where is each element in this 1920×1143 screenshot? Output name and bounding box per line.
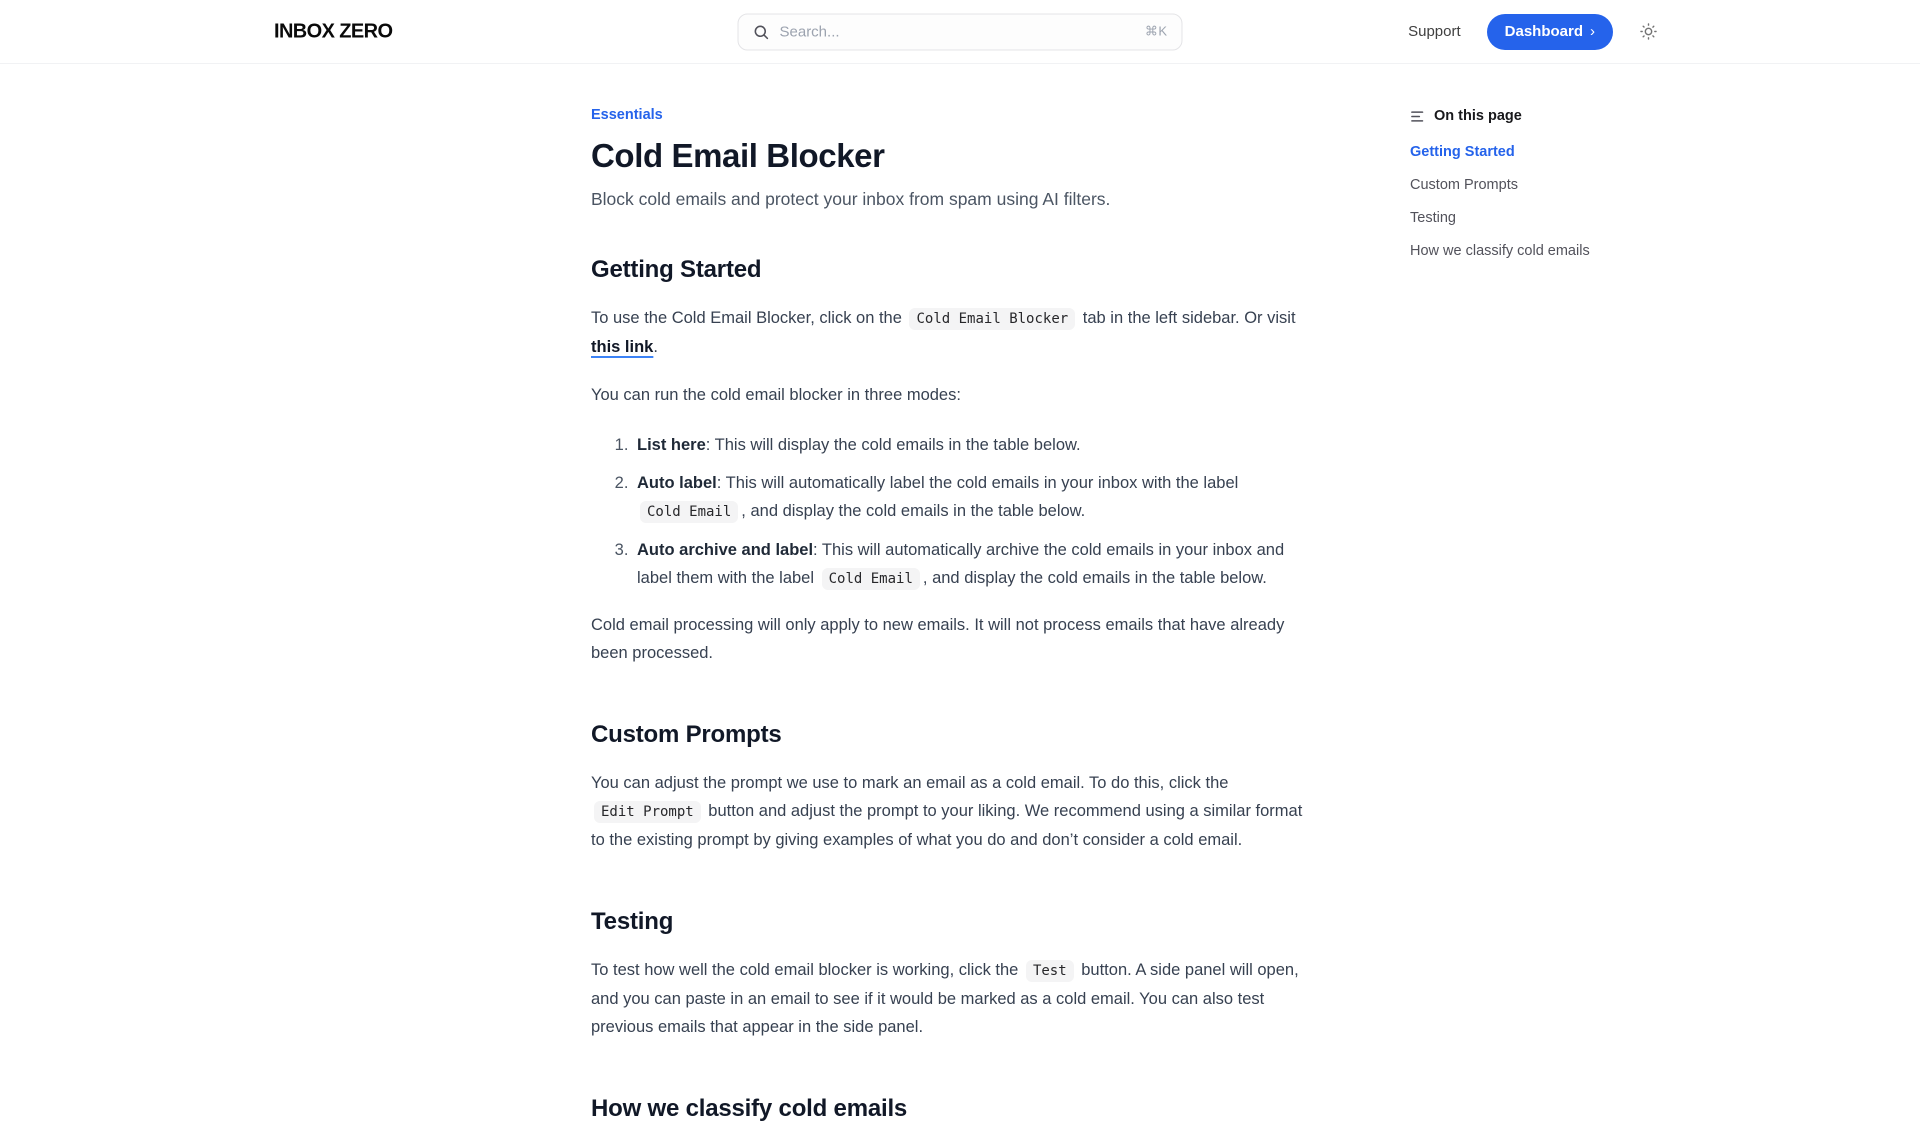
text-segment: To test how well the cold email blocker is working, click the bbox=[591, 961, 1023, 979]
inline-link[interactable]: this link bbox=[591, 338, 654, 356]
breadcrumb-essentials-link[interactable]: Essentials bbox=[591, 107, 663, 123]
top-nav bbox=[0, 0, 1920, 64]
paragraph bbox=[591, 769, 1317, 854]
logo[interactable]: INBOX ZERO bbox=[274, 20, 393, 42]
align-left-icon bbox=[1410, 109, 1425, 124]
toc-item-testing[interactable]: Testing bbox=[1410, 210, 1456, 226]
heading-testing: Testing bbox=[591, 908, 674, 935]
text-segment: , and display the cold emails in the table below. bbox=[922, 569, 1267, 587]
text-segment: . bbox=[653, 338, 658, 356]
toc-item-getting-started[interactable]: Getting Started bbox=[1410, 144, 1515, 160]
support-link[interactable]: Support bbox=[1408, 23, 1461, 40]
list-item bbox=[633, 469, 1317, 526]
paragraph: Cold email processing will only apply to new emails. It will not process emails that have already been processed. bbox=[591, 616, 1285, 662]
inline-code: Cold Email Blocker bbox=[909, 308, 1075, 330]
text-segment: Auto label bbox=[637, 474, 717, 492]
text-segment: List here bbox=[637, 436, 706, 454]
search-shortcut-kbd: ⌘K bbox=[1144, 23, 1168, 39]
toc-heading-label: On this page bbox=[1434, 108, 1522, 124]
dashboard-button-label: Dashboard bbox=[1504, 23, 1583, 40]
text-segment: button and adjust the prompt to your liking. We recommend using a similar format to the existing prompt by giving examples of what you do and don’t consider a cold email. bbox=[591, 802, 1303, 849]
heading-getting-started: Getting Started bbox=[591, 256, 762, 283]
heading-classify: How we classify cold emails bbox=[591, 1095, 908, 1122]
text-segment: button. A side panel will open, and you can paste in an email to see if it would be marked as a cold email. You can also test previous emails that appear in the side panel. bbox=[591, 961, 1299, 1036]
inline-code: Edit Prompt bbox=[594, 801, 701, 823]
chevron-right-icon: › bbox=[1590, 22, 1595, 40]
list-item bbox=[633, 536, 1317, 593]
article bbox=[591, 64, 1317, 1143]
section-getting-started bbox=[591, 256, 1317, 667]
modes-list bbox=[591, 431, 1317, 593]
sun-icon bbox=[1639, 22, 1658, 41]
theme-toggle[interactable] bbox=[1639, 22, 1658, 41]
search-icon bbox=[753, 23, 770, 40]
toc-nav bbox=[1410, 144, 1660, 259]
toc-item-classify[interactable]: How we classify cold emails bbox=[1410, 243, 1590, 259]
text-segment: You can adjust the prompt we use to mark an email as a cold email. To do this, click the bbox=[591, 774, 1229, 792]
toc-header bbox=[1410, 108, 1660, 124]
text-segment: : This will automatically archive the cold emails in your inbox and label them with the label bbox=[637, 541, 1285, 587]
section-testing bbox=[591, 908, 1317, 1041]
list-item bbox=[633, 431, 1317, 459]
search-input[interactable] bbox=[738, 13, 1183, 50]
paragraph: You can run the cold email blocker in three modes: bbox=[591, 386, 961, 404]
toc-item-custom-prompts[interactable]: Custom Prompts bbox=[1410, 177, 1518, 193]
section-classify bbox=[591, 1095, 1317, 1123]
text-segment: , and display the cold emails in the table below. bbox=[741, 502, 1086, 520]
section-custom-prompts bbox=[591, 721, 1317, 854]
inline-code: Test bbox=[1026, 960, 1074, 982]
paragraph bbox=[591, 956, 1317, 1041]
dashboard-button[interactable] bbox=[1487, 14, 1613, 50]
text-segment: : This will automatically label the cold emails in your inbox with the label bbox=[716, 474, 1239, 492]
search-placeholder: Search... bbox=[779, 23, 840, 40]
toc bbox=[1410, 64, 1660, 276]
page-title: Cold Email Blocker bbox=[591, 137, 885, 174]
heading-custom-prompts: Custom Prompts bbox=[591, 721, 782, 748]
text-segment: Auto archive and label bbox=[637, 541, 814, 559]
page-subtitle: Block cold emails and protect your inbox from spam using AI filters. bbox=[591, 189, 1111, 209]
text-segment: tab in the left sidebar. Or visit bbox=[1078, 309, 1296, 327]
inline-code: Cold Email bbox=[822, 568, 920, 590]
paragraph bbox=[591, 304, 1317, 361]
text-segment: To use the Cold Email Blocker, click on the bbox=[591, 309, 907, 327]
text-segment: : This will display the cold emails in the table below. bbox=[705, 436, 1081, 454]
header-actions bbox=[1408, 14, 1658, 50]
inline-code: Cold Email bbox=[640, 501, 738, 523]
